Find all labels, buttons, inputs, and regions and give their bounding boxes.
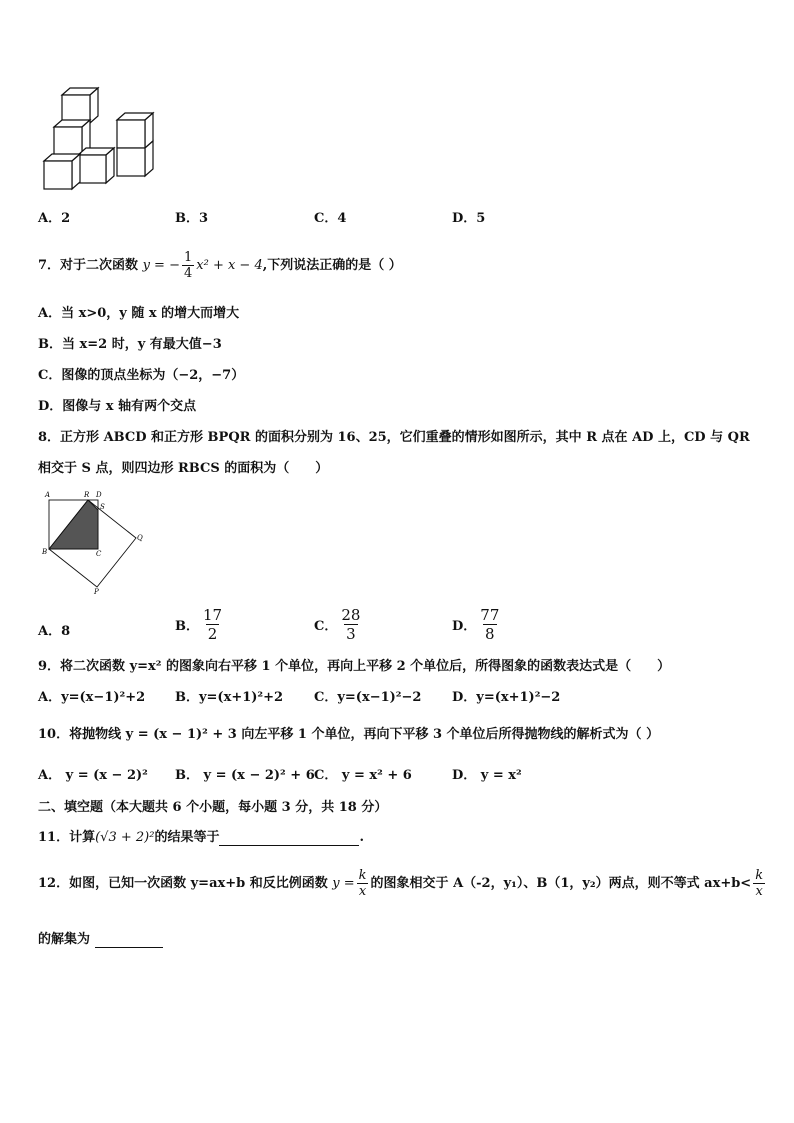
q12-middle: 的图象相交于 A（-2，y₁）、B（1，y₂）两点，则不等式 ax+b< (370, 876, 752, 891)
q7-suffix: ,下列说法正确的是（ ） (262, 258, 402, 273)
q12-frac-den: x (358, 884, 367, 899)
q12-frac2-den: x (755, 884, 763, 899)
q12-line2: 的解集为 (38, 932, 91, 947)
q11-prefix: 11．计算 (38, 830, 96, 845)
fig-label-Q: Q (137, 534, 143, 542)
q6-option-b[interactable]: B．3 (175, 211, 209, 226)
q8-option-d[interactable] (452, 606, 503, 643)
fig-label-S: S (100, 503, 105, 511)
fig-label-R: R (84, 491, 90, 499)
q8-option-b[interactable] (175, 606, 226, 643)
q11-expression: (√3 + 2)² (95, 830, 155, 845)
fig-label-D: D (96, 491, 102, 499)
fig-label-C: C (96, 550, 102, 558)
q10-option-d[interactable]: D． y = x² (452, 768, 522, 783)
q7-option-c[interactable]: C．图像的顶点坐标为（−2，−7） (38, 368, 245, 383)
q11-end: . (359, 830, 364, 845)
q12-frac2-num: k (755, 868, 764, 883)
q9-option-d[interactable]: D．y=(x+1)²−2 (452, 690, 561, 705)
q8-stem-line1: 8．正方形 ABCD 和正方形 BPQR 的面积分别为 16、25，它们重叠的情形如图所示，其中 R 点在 AD 上，CD 与 QR (38, 430, 750, 445)
q7-option-d[interactable]: D．图像与 x 轴有两个交点 (38, 399, 197, 414)
q8-opt-c-label: C． (314, 619, 338, 634)
q6-option-d[interactable]: D．5 (452, 211, 486, 226)
q12-fraction-2 (753, 868, 765, 899)
q11-stem (38, 826, 364, 846)
q10-option-a[interactable]: A． y = (x − 2)² (38, 768, 148, 783)
q8-opt-d-num: 77 (480, 606, 500, 624)
q7-option-a[interactable]: A．当 x>0，y 随 x 的增大而增大 (38, 306, 240, 321)
q7-prefix: 7．对于二次函数 (38, 258, 139, 273)
fig-label-P: P (94, 588, 99, 596)
q7-fraction (182, 250, 194, 281)
fig-label-A: A (45, 491, 51, 499)
q8-opt-d-den: 8 (485, 625, 495, 643)
q8-squares-figure (40, 488, 150, 596)
q7-frac-num: 1 (183, 250, 193, 265)
q12-y-eq: y = (332, 876, 355, 891)
q8-opt-d-frac (478, 606, 501, 643)
q8-option-c[interactable] (314, 606, 364, 643)
q6-option-c[interactable]: C．4 (314, 211, 347, 226)
q8-opt-b-num: 17 (203, 606, 223, 624)
q11-suffix: 的结果等于 (154, 830, 220, 845)
q8-opt-c-frac (339, 606, 362, 643)
q7-func-rhs: x² + x − 4 (196, 258, 263, 273)
fig-label-B: B (42, 548, 48, 556)
q9-option-a[interactable]: A．y=(x−1)²+2 (38, 690, 146, 705)
q8-opt-c-num: 28 (341, 606, 361, 624)
q12-prefix: 12．如图，已知一次函数 y=ax+b 和反比例函数 (38, 876, 328, 891)
q12-fraction (357, 868, 369, 899)
section-heading: 二、填空题（本大题共 6 个小题，每小题 3 分，共 18 分） (38, 800, 388, 815)
q8-option-a[interactable]: A．8 (38, 624, 71, 639)
q10-stem: 10．将抛物线 y = (x − 1)² + 3 向左平移 1 个单位，再向下平移 3 个单位后所得抛物线的解析式为（ ） (38, 727, 660, 742)
cube-stack-figure (40, 86, 156, 194)
q12-frac-num: k (358, 868, 367, 883)
q6-option-a[interactable]: A．2 (38, 211, 71, 226)
q9-option-b[interactable]: B．y=(x+1)²+2 (175, 690, 284, 705)
q8-opt-d-label: D． (452, 619, 477, 634)
q8-opt-b-frac (201, 606, 224, 643)
q11-answer-blank[interactable] (219, 830, 359, 846)
q12-stem-line2 (38, 928, 163, 948)
q9-option-c[interactable]: C．y=(x−1)²−2 (314, 690, 422, 705)
q8-stem-line2: 相交于 S 点，则四边形 RBCS 的面积为（ ） (38, 461, 329, 476)
q12-stem-line1 (38, 868, 767, 899)
q9-stem: 9．将二次函数 y=x² 的图象向右平移 1 个单位，再向上平移 2 个单位后，所得图象的函数表达式是（ ） (38, 659, 671, 674)
q8-opt-b-den: 2 (207, 625, 218, 643)
q10-option-c[interactable]: C． y = x² + 6 (314, 768, 412, 783)
q8-opt-c-den: 3 (346, 625, 356, 643)
q8-opt-b-label: B． (175, 619, 199, 634)
q7-func-lhs: y = − (142, 258, 180, 273)
q7-stem (38, 250, 402, 281)
q12-answer-blank[interactable] (95, 932, 163, 948)
q10-option-b[interactable]: B． y = (x − 2)² + 6 (175, 768, 315, 783)
q7-option-b[interactable]: B．当 x=2 时，y 有最大值−3 (38, 337, 222, 352)
q7-frac-den: 4 (183, 266, 193, 281)
